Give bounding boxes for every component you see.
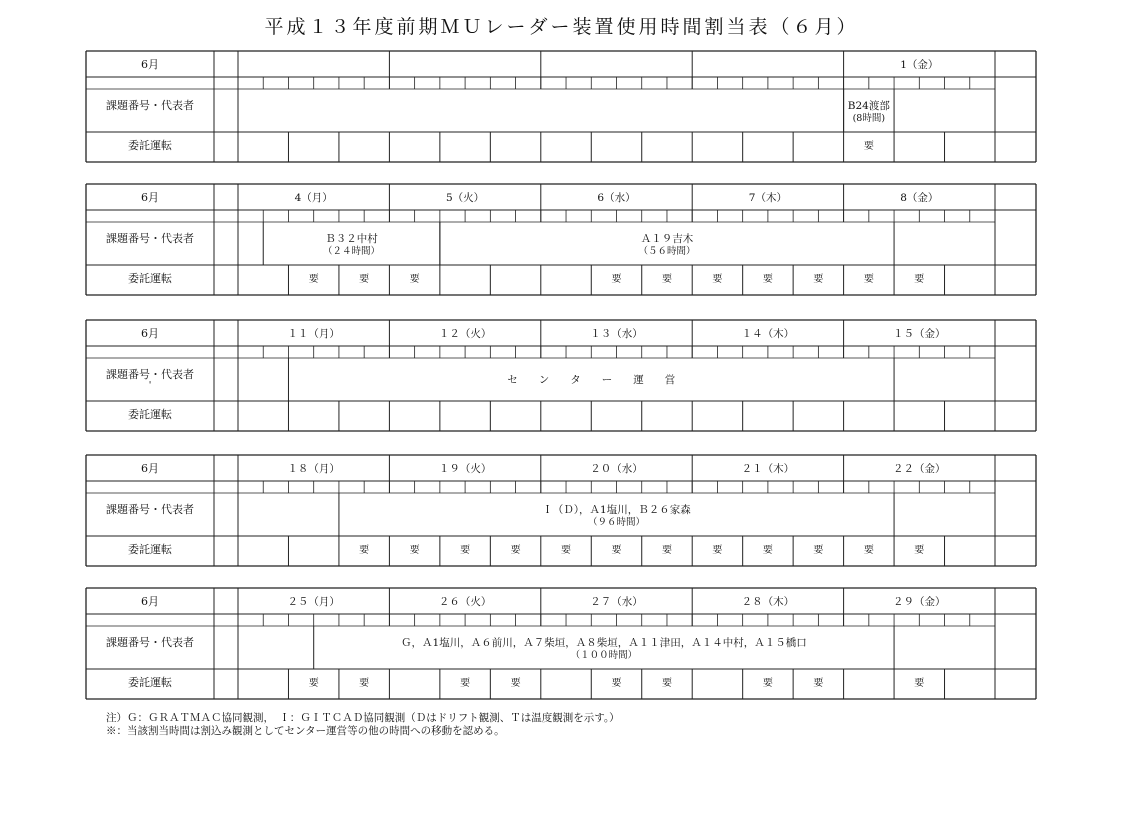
allocation-hours: (8時間) bbox=[852, 113, 886, 124]
required-mark: 要 bbox=[611, 678, 622, 689]
row-label-month: 6月 bbox=[141, 327, 159, 340]
day-header: １５（金） bbox=[893, 328, 946, 340]
allocation-project: Ｉ（Ｄ），Ａ1塩川，Ｂ２６家森 bbox=[542, 504, 691, 516]
required-mark: 要 bbox=[409, 545, 420, 556]
allocation-project: Ｂ３２中村 bbox=[325, 233, 378, 245]
allocation-hours: （２４時間） bbox=[323, 246, 381, 257]
required-mark: 要 bbox=[712, 274, 723, 285]
row-label-month: 6月 bbox=[141, 462, 159, 475]
required-mark: 要 bbox=[813, 545, 824, 556]
day-header: １２（火） bbox=[438, 328, 492, 340]
required-mark: 要 bbox=[510, 545, 521, 556]
required-mark: 要 bbox=[914, 274, 925, 285]
required-mark: 要 bbox=[762, 545, 773, 556]
required-mark: 要 bbox=[611, 545, 622, 556]
day-header: 1（金） bbox=[900, 59, 939, 71]
allocation-project: Ｇ，Ａ1塩川，Ａ６前川，Ａ７柴垣，Ａ８柴垣，Ａ１１津田，Ａ１４中村，Ａ１５橋口 bbox=[401, 637, 807, 649]
required-mark: 要 bbox=[661, 678, 672, 689]
row-label-delegated: 委託運転 bbox=[128, 676, 172, 689]
notes bbox=[106, 712, 620, 738]
row-label-project: 課題番号・代表者 bbox=[106, 636, 194, 649]
week-table bbox=[86, 588, 1036, 699]
allocation-hours: （５６時間） bbox=[638, 246, 696, 257]
required-mark: 要 bbox=[460, 678, 471, 689]
required-mark: 要 bbox=[359, 678, 370, 689]
allocation-project: セ ン タ ー 運 営 bbox=[507, 374, 676, 386]
required-mark: 要 bbox=[611, 274, 622, 285]
required-mark: 要 bbox=[863, 141, 874, 152]
required-mark: 要 bbox=[661, 274, 672, 285]
week-table bbox=[86, 320, 1036, 431]
day-header: ２６（火） bbox=[438, 596, 492, 608]
required-mark: 要 bbox=[460, 545, 471, 556]
day-header: ２１（木） bbox=[741, 463, 795, 475]
table-grid bbox=[86, 184, 1036, 295]
day-header: １８（月） bbox=[287, 463, 340, 475]
row-label-project: 課題番号・代表者 bbox=[106, 99, 194, 112]
row-label-project: 課題番号・代表者 bbox=[106, 503, 194, 516]
day-header: 5（火） bbox=[446, 192, 485, 204]
day-header: ２０（水） bbox=[590, 463, 643, 475]
day-header: 6（水） bbox=[597, 192, 636, 204]
day-header: １９（火） bbox=[438, 463, 492, 475]
required-mark: 要 bbox=[914, 545, 925, 556]
day-header: １３（水） bbox=[590, 328, 643, 340]
row-label-delegated: 委託運転 bbox=[128, 543, 172, 556]
week-table bbox=[86, 455, 1036, 566]
day-header: ２８（木） bbox=[741, 596, 795, 608]
required-mark: 要 bbox=[308, 274, 319, 285]
required-mark: 要 bbox=[510, 678, 521, 689]
day-header: ２５（月） bbox=[287, 596, 340, 608]
day-header: 8（金） bbox=[900, 192, 939, 204]
allocation-hours: （１００時間） bbox=[570, 650, 638, 661]
required-mark: 要 bbox=[762, 678, 773, 689]
required-mark: 要 bbox=[914, 678, 925, 689]
required-mark: 要 bbox=[813, 678, 824, 689]
table-grid bbox=[86, 51, 1036, 162]
day-header: 4（月） bbox=[294, 192, 333, 204]
day-header: １１（月） bbox=[287, 328, 340, 340]
day-header: １４（木） bbox=[741, 328, 795, 340]
day-header: ２９（金） bbox=[893, 596, 946, 608]
allocation-project: B24渡部 bbox=[847, 100, 890, 112]
required-mark: 要 bbox=[863, 274, 874, 285]
week-table bbox=[86, 184, 1036, 295]
day-header: ２２（金） bbox=[893, 463, 946, 475]
day-header: ２７（水） bbox=[590, 596, 643, 608]
row-label-delegated: 委託運転 bbox=[128, 272, 172, 285]
allocation-project: Ａ１９吉木 bbox=[640, 233, 694, 245]
day-header: 7（木） bbox=[748, 192, 787, 204]
required-mark: 要 bbox=[359, 545, 370, 556]
allocation-hours: （９６時間） bbox=[587, 517, 646, 528]
required-mark: 要 bbox=[359, 274, 370, 285]
required-mark: 要 bbox=[813, 274, 824, 285]
required-mark: 要 bbox=[762, 274, 773, 285]
row-label-delegated: 委託運転 bbox=[128, 139, 172, 152]
row-label-month: 6月 bbox=[141, 58, 159, 71]
note-line-1: 注）Ｇ：ＧＲＡＴＭＡＣ協同観測， Ｉ：ＧＩＴＣＡＤ協同観測（Ｄはドリフト観測、Ｔは温度観測を示す。） bbox=[106, 712, 620, 724]
row-label-project: 課題番号・代表者 bbox=[106, 232, 194, 245]
row-label-month: 6月 bbox=[141, 191, 159, 204]
required-mark: 要 bbox=[561, 545, 572, 556]
required-mark: 要 bbox=[409, 274, 420, 285]
required-mark: 要 bbox=[308, 678, 319, 689]
stray-mark: ' bbox=[148, 380, 152, 391]
row-label-delegated: 委託運転 bbox=[128, 408, 172, 421]
row-label-month: 6月 bbox=[141, 595, 159, 608]
required-mark: 要 bbox=[712, 545, 723, 556]
required-mark: 要 bbox=[863, 545, 874, 556]
week-table bbox=[86, 51, 1036, 162]
required-mark: 要 bbox=[661, 545, 672, 556]
note-line-2: ※：当該割当時間は割込み観測としてセンター運営等の他の時間への移動を認める。 bbox=[106, 725, 505, 737]
page-title: 平成１３年度前期ＭＵレーダー装置使用時間割当表（６月） bbox=[264, 16, 859, 38]
row-label-project: 課題番号・代表者 bbox=[106, 368, 194, 381]
